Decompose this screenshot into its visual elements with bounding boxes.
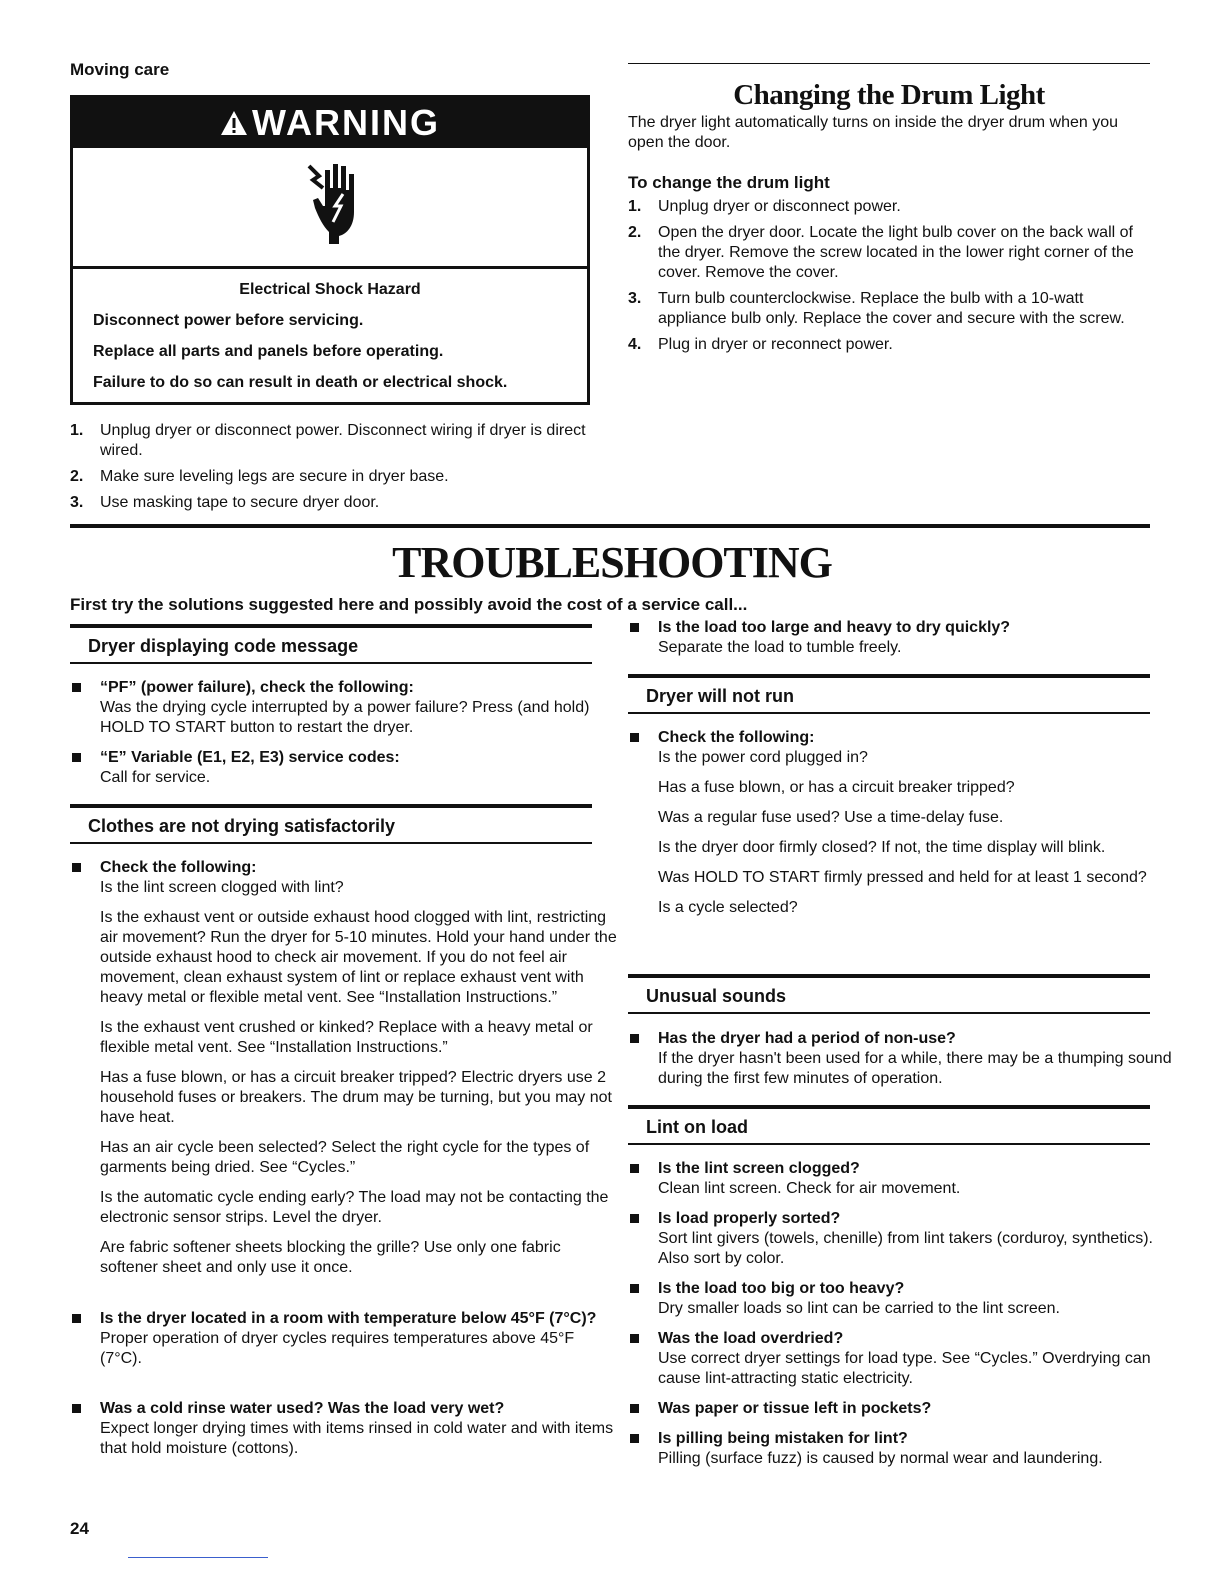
step-text: Turn bulb counterclockwise. Replace the bulb with a 10-watt appliance bulb only. Replace the cover and secure with the screw. xyxy=(658,290,1125,327)
shock-hazard-hand-icon xyxy=(305,160,367,246)
answer: Has a fuse blown, or has a circuit breaker tripped? Electric dryers use 2 household fuses or breakers. The drum may be turning, but you may not have heat. xyxy=(100,1069,612,1126)
answer: Is a cycle selected? xyxy=(658,899,798,916)
question: Check the following: xyxy=(100,859,257,876)
answer: Call for service. xyxy=(100,769,211,786)
moving-care-heading: Moving care xyxy=(70,60,170,79)
step-text: Unplug dryer or disconnect power. Disconnect wiring if dryer is direct wired. xyxy=(100,422,586,459)
answer: Expect longer drying times with items rinsed in cold water and with items that hold moisture (cottons). xyxy=(100,1420,614,1457)
warning-line: Failure to do so can result in death or electrical shock. xyxy=(93,374,508,391)
question: Was a cold rinse water used? Was the load very wet? xyxy=(100,1400,505,1417)
list-item xyxy=(70,678,620,738)
answer: Dry smaller loads so lint can be carried to the lint screen. xyxy=(658,1300,1060,1317)
warning-triangle-icon xyxy=(220,110,248,136)
step-text: Make sure leveling legs are secure in dryer base. xyxy=(100,468,449,485)
warning-line: Disconnect power before servicing. xyxy=(93,312,364,329)
divider xyxy=(628,63,1150,64)
step-text: Use masking tape to secure dryer door. xyxy=(100,494,380,511)
answer: Is the power cord plugged in? xyxy=(658,749,868,766)
question: “PF” (power failure), check the following: xyxy=(100,679,414,696)
warning-text xyxy=(73,280,587,404)
warning-line: Replace all parts and panels before operating. xyxy=(93,343,444,360)
bullet-icon xyxy=(630,733,639,742)
step-text: Plug in dryer or reconnect power. xyxy=(658,336,893,353)
warning-title-bar xyxy=(73,98,587,148)
list-item xyxy=(70,467,590,487)
section-header-code-message: Dryer displaying code message xyxy=(70,624,592,664)
drum-light-steps xyxy=(628,197,1150,361)
list-item xyxy=(70,1399,620,1459)
bullet-icon xyxy=(630,1034,639,1043)
answer: Is the lint screen clogged with lint? xyxy=(100,879,344,896)
answer: Are fabric softener sheets blocking the grille? Use only one fabric softener sheet and only use it once. xyxy=(100,1239,561,1276)
section-header-not-drying: Clothes are not drying satisfactorily xyxy=(70,804,592,844)
answer: Use correct dryer settings for load type. See “Cycles.” Overdrying can cause lint-attracting static electricity. xyxy=(658,1350,1151,1387)
question: Is the dryer located in a room with temperature below 45°F (7°C)? xyxy=(100,1310,597,1327)
question: “E” Variable (E1, E2, E3) service codes: xyxy=(100,749,400,766)
warning-box xyxy=(70,95,590,405)
step-number: 1. xyxy=(628,198,642,215)
answer: Was the drying cycle interrupted by a power failure? Press (and hold) HOLD TO START button to restart the dryer. xyxy=(100,699,590,736)
hazard-title: Electrical Shock Hazard xyxy=(239,281,421,298)
step-number: 3. xyxy=(628,290,642,307)
section-header-will-not-run: Dryer will not run xyxy=(628,674,1150,714)
list-item xyxy=(628,618,1180,658)
list-item xyxy=(70,858,620,1278)
answer: Has a fuse blown, or has a circuit breaker tripped? xyxy=(658,779,1015,796)
answer: If the dryer hasn't been used for a while, there may be a thumping sound during the first few minutes of operation. xyxy=(658,1050,1172,1087)
question: Was paper or tissue left in pockets? xyxy=(658,1400,932,1417)
footer-link-underline xyxy=(128,1557,268,1558)
step-number: 3. xyxy=(70,494,84,511)
answer: Pilling (surface fuzz) is caused by normal wear and laundering. xyxy=(658,1450,1103,1467)
bullet-icon xyxy=(630,1284,639,1293)
question: Is the lint screen clogged? xyxy=(658,1160,860,1177)
troubleshooting-intro: First try the solutions suggested here and possibly avoid the cost of a service call... xyxy=(70,595,748,614)
question: Was the load overdried? xyxy=(658,1330,844,1347)
bullet-icon xyxy=(72,1314,81,1323)
answer: Proper operation of dryer cycles requires temperatures above 45°F (7°C). xyxy=(100,1330,575,1367)
section-header-unusual-sounds: Unusual sounds xyxy=(628,974,1150,1014)
step-number: 4. xyxy=(628,336,642,353)
list-item xyxy=(628,1029,1180,1089)
answer: Is the exhaust vent crushed or kinked? Replace with a heavy metal or flexible metal vent. See “Installation Instructions.” xyxy=(100,1019,593,1056)
answer: Was a regular fuse used? Use a time-delay fuse. xyxy=(658,809,1004,826)
bullet-icon xyxy=(630,1164,639,1173)
step-text: Open the dryer door. Locate the light bulb cover on the back wall of the dryer. Remove the screw located in the lower right corner of the cover. Remove the cover. xyxy=(658,224,1134,281)
answer: Is the automatic cycle ending early? The load may not be contacting the electronic sensor strips. Level the dryer. xyxy=(100,1189,609,1226)
bullet-icon xyxy=(630,1404,639,1413)
list-item xyxy=(628,1159,1180,1199)
list-item xyxy=(628,1399,1180,1419)
answer: Was HOLD TO START firmly pressed and held for at least 1 second? xyxy=(658,869,1147,886)
list-item xyxy=(628,1279,1180,1319)
list-item xyxy=(70,1309,620,1369)
section-header-lint: Lint on load xyxy=(628,1105,1150,1145)
moving-care-steps xyxy=(70,421,590,519)
question: Check the following: xyxy=(658,729,815,746)
answer: Is the dryer door firmly closed? If not, the time display will blink. xyxy=(658,839,1106,856)
list-item xyxy=(70,421,590,461)
question: Is pilling being mistaken for lint? xyxy=(658,1430,908,1447)
list-item xyxy=(70,493,590,513)
bullet-icon xyxy=(72,753,81,762)
bullet-icon xyxy=(630,1334,639,1343)
bullet-icon xyxy=(72,863,81,872)
question: Is load properly sorted? xyxy=(658,1210,841,1227)
list-item xyxy=(628,197,1150,217)
question: Has the dryer had a period of non-use? xyxy=(658,1030,956,1047)
bullet-icon xyxy=(72,683,81,692)
section-divider xyxy=(70,524,1150,528)
list-item xyxy=(70,748,620,788)
bullet-icon xyxy=(72,1404,81,1413)
step-text: Unplug dryer or disconnect power. xyxy=(658,198,901,215)
bullet-icon xyxy=(630,1434,639,1443)
question: Is the load too large and heavy to dry quickly? xyxy=(658,619,1011,636)
step-number: 2. xyxy=(70,468,84,485)
list-item xyxy=(628,1429,1180,1469)
list-item xyxy=(628,335,1150,355)
step-number: 1. xyxy=(70,422,84,439)
drum-light-intro: The dryer light automatically turns on inside the dryer drum when you open the door. xyxy=(628,114,1119,151)
bullet-icon xyxy=(630,623,639,632)
list-item xyxy=(628,289,1150,329)
answer: Has an air cycle been selected? Select the right cycle for the types of garments being dried. See “Cycles.” xyxy=(100,1139,590,1176)
list-item xyxy=(628,1329,1180,1389)
warning-title: WARNING xyxy=(252,102,440,143)
list-item xyxy=(628,1209,1180,1269)
answer: Sort lint givers (towels, chenille) from lint takers (corduroy, synthetics). Also sort by color. xyxy=(658,1230,1153,1267)
answer: Clean lint screen. Check for air movement. xyxy=(658,1180,961,1197)
list-item xyxy=(628,223,1150,283)
step-number: 2. xyxy=(628,224,642,241)
warning-icon-area xyxy=(73,148,587,269)
drum-light-title: Changing the Drum Light xyxy=(733,79,1045,111)
page-number: 24 xyxy=(70,1519,89,1538)
list-item xyxy=(628,728,1180,918)
answer: Is the exhaust vent or outside exhaust hood clogged with lint, restricting air movement? Run the dryer for 5-10 minutes. Hold your hand under the outside exhaust hood to check air movement. If you do not feel air movement, clean exhaust system of lint or replace exhaust vent with heavy metal or flexible metal vent. See “Installation Instructions.” xyxy=(100,909,617,1006)
answer: Separate the load to tumble freely. xyxy=(658,639,902,656)
bullet-icon xyxy=(630,1214,639,1223)
question: Is the load too big or too heavy? xyxy=(658,1280,905,1297)
troubleshooting-title: TROUBLESHOOTING xyxy=(392,538,832,587)
drum-light-subheading: To change the drum light xyxy=(628,173,830,192)
